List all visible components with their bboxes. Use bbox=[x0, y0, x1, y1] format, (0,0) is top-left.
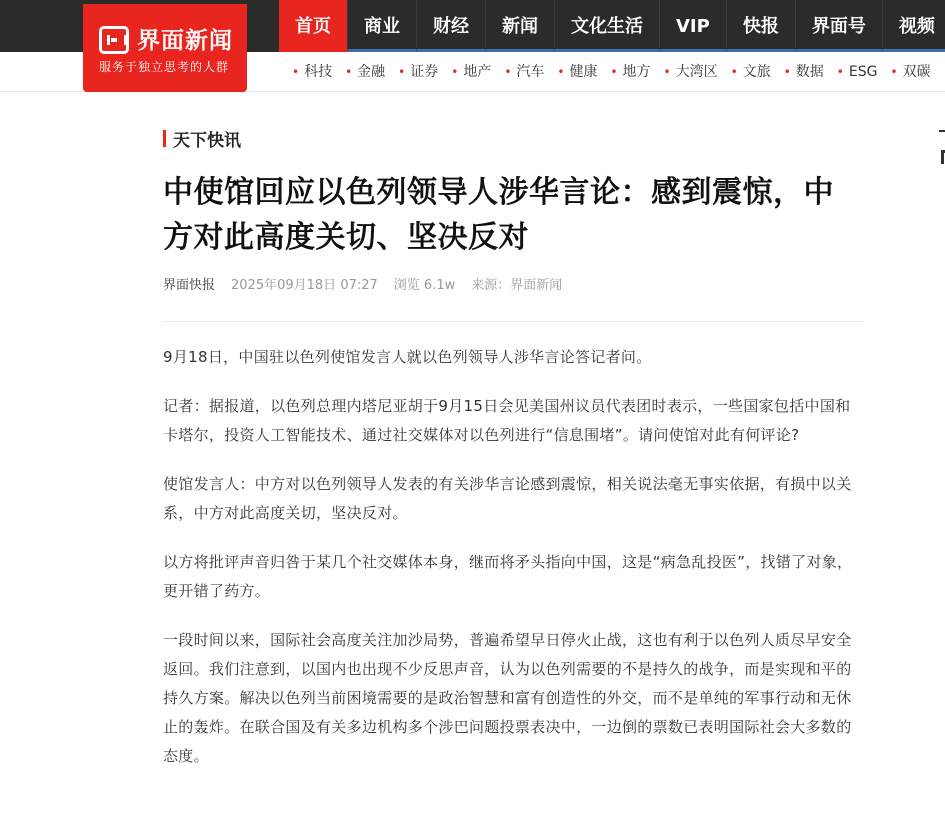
bullet-icon: • bbox=[836, 65, 844, 79]
bullet-icon: • bbox=[783, 65, 791, 79]
sub-nav-label: 健康 bbox=[569, 64, 598, 80]
sub-nav-label: 地产 bbox=[463, 64, 492, 80]
sub-nav-label: 汽车 bbox=[516, 64, 545, 80]
sub-nav-label: 大湾区 bbox=[675, 64, 718, 80]
bullet-icon: • bbox=[451, 65, 459, 79]
nav-item-home[interactable]: 首页 bbox=[279, 0, 348, 52]
article-author[interactable]: 界面快报 bbox=[163, 278, 216, 293]
nav-item-culture[interactable]: 文化生活 bbox=[555, 0, 660, 52]
nav-item-business[interactable]: 商业 bbox=[348, 0, 417, 52]
sub-nav-item[interactable] bbox=[553, 52, 606, 92]
sub-nav-label: 金融 bbox=[357, 64, 386, 80]
sub-nav-item[interactable] bbox=[660, 52, 727, 92]
logo-name: 界面新闻 bbox=[137, 28, 233, 54]
nav-item-video[interactable]: 视频 bbox=[883, 0, 945, 52]
channel-marker bbox=[163, 130, 166, 147]
bullet-icon: • bbox=[345, 65, 353, 79]
sub-nav-item[interactable] bbox=[394, 52, 447, 92]
bullet-icon: • bbox=[730, 65, 738, 79]
article-paragraph: 9月18日，中国驻以色列使馆发言人就以色列领导人涉华言论答记者问。 bbox=[163, 348, 652, 366]
sub-nav-label: ESG bbox=[848, 64, 878, 80]
sub-nav-item[interactable] bbox=[833, 52, 887, 92]
logo-icon bbox=[99, 26, 129, 54]
sub-nav-item[interactable] bbox=[780, 52, 833, 92]
sub-nav-item[interactable] bbox=[500, 52, 553, 92]
sub-nav-label: 科技 bbox=[304, 64, 333, 80]
nav-item-express[interactable]: 快报 bbox=[727, 0, 796, 52]
channel-name: 天下快讯 bbox=[173, 130, 241, 151]
main-nav bbox=[279, 0, 945, 52]
sub-nav-item[interactable] bbox=[447, 52, 500, 92]
nav-item-jiemian-hao[interactable]: 界面号 bbox=[796, 0, 883, 52]
bullet-icon: • bbox=[292, 65, 300, 79]
article-title: 中使馆回应以色列领导人涉华言论：感到震惊，中方对此高度关切、坚决反对 bbox=[163, 175, 834, 255]
article-meta bbox=[163, 274, 863, 293]
sidebar-edge-stroke bbox=[939, 130, 945, 132]
sidebar-edge-fragment bbox=[939, 124, 945, 174]
article-views: 浏览 6.1w bbox=[393, 278, 456, 293]
sub-nav-item[interactable] bbox=[606, 52, 659, 92]
article-paragraph: 一段时间以来，国际社会高度关注加沙局势，普遍希望早日停火止战，这也有利于以色列人质尽早安全返回。我们注意到，以国内也出现不少反思声音，认为以色列需要的不是持久的战争，而是实现和平的持久方案。解决以色列当前困境需要的是政治智慧和富有创造性的外交，而不是单纯的军事行动和无休止的轰炸。在联合国及有关多边机构多个涉巴问题投票表决中，一边倒的票数已表明国际社会大多数的态度。 bbox=[163, 631, 852, 765]
sub-nav-label: 文旅 bbox=[742, 64, 771, 80]
article-paragraph: 记者：据报道，以色列总理内塔尼亚胡于9月15日会见美国州议员代表团时表示，一些国家包括中国和卡塔尔，投资人工智能技术、通过社交媒体对以色列进行“信息围堵”。请问使馆对此有何评论? bbox=[163, 397, 851, 444]
bullet-icon: • bbox=[890, 65, 898, 79]
article-channel[interactable] bbox=[163, 122, 863, 154]
article-paragraph: 以方将批评声音归咎于某几个社交媒体本身，继而将矛头指向中国，这是“病急乱投医”，找错了对象，更开错了药方。 bbox=[163, 553, 853, 600]
nav-item-finance[interactable]: 财经 bbox=[417, 0, 486, 52]
site-logo[interactable] bbox=[83, 4, 247, 92]
bullet-icon: • bbox=[610, 65, 618, 79]
bullet-icon: • bbox=[557, 65, 565, 79]
sub-nav-label: 数据 bbox=[795, 64, 824, 80]
sub-nav-item[interactable] bbox=[886, 52, 939, 92]
sidebar-edge-stroke bbox=[941, 150, 945, 164]
sub-nav-item[interactable] bbox=[727, 52, 780, 92]
article-body bbox=[163, 343, 863, 771]
article-paragraph: 使馆发言人：中方对以色列领导人发表的有关涉华言论感到震惊，相关说法毫无事实依据，有损中以关系，中方对此高度关切，坚决反对。 bbox=[163, 475, 852, 522]
divider bbox=[163, 321, 863, 322]
sub-nav-item[interactable] bbox=[341, 52, 394, 92]
article-date: 2025年09月18日 07:27 bbox=[231, 278, 378, 293]
article bbox=[163, 122, 863, 791]
sub-nav-label: 双碳 bbox=[902, 64, 931, 80]
bullet-icon: • bbox=[504, 65, 512, 79]
sub-nav bbox=[288, 52, 940, 92]
sub-nav-item[interactable] bbox=[288, 52, 341, 92]
nav-item-vip[interactable]: VIP bbox=[660, 0, 727, 52]
bullet-icon: • bbox=[398, 65, 406, 79]
logo-slogan: 服务于独立思考的人群 bbox=[99, 60, 230, 74]
article-source: 来源：界面新闻 bbox=[471, 278, 563, 293]
nav-item-news[interactable]: 新闻 bbox=[486, 0, 555, 52]
bullet-icon: • bbox=[663, 65, 671, 79]
sub-nav-label: 地方 bbox=[622, 64, 651, 80]
sub-nav-label: 证券 bbox=[410, 64, 439, 80]
